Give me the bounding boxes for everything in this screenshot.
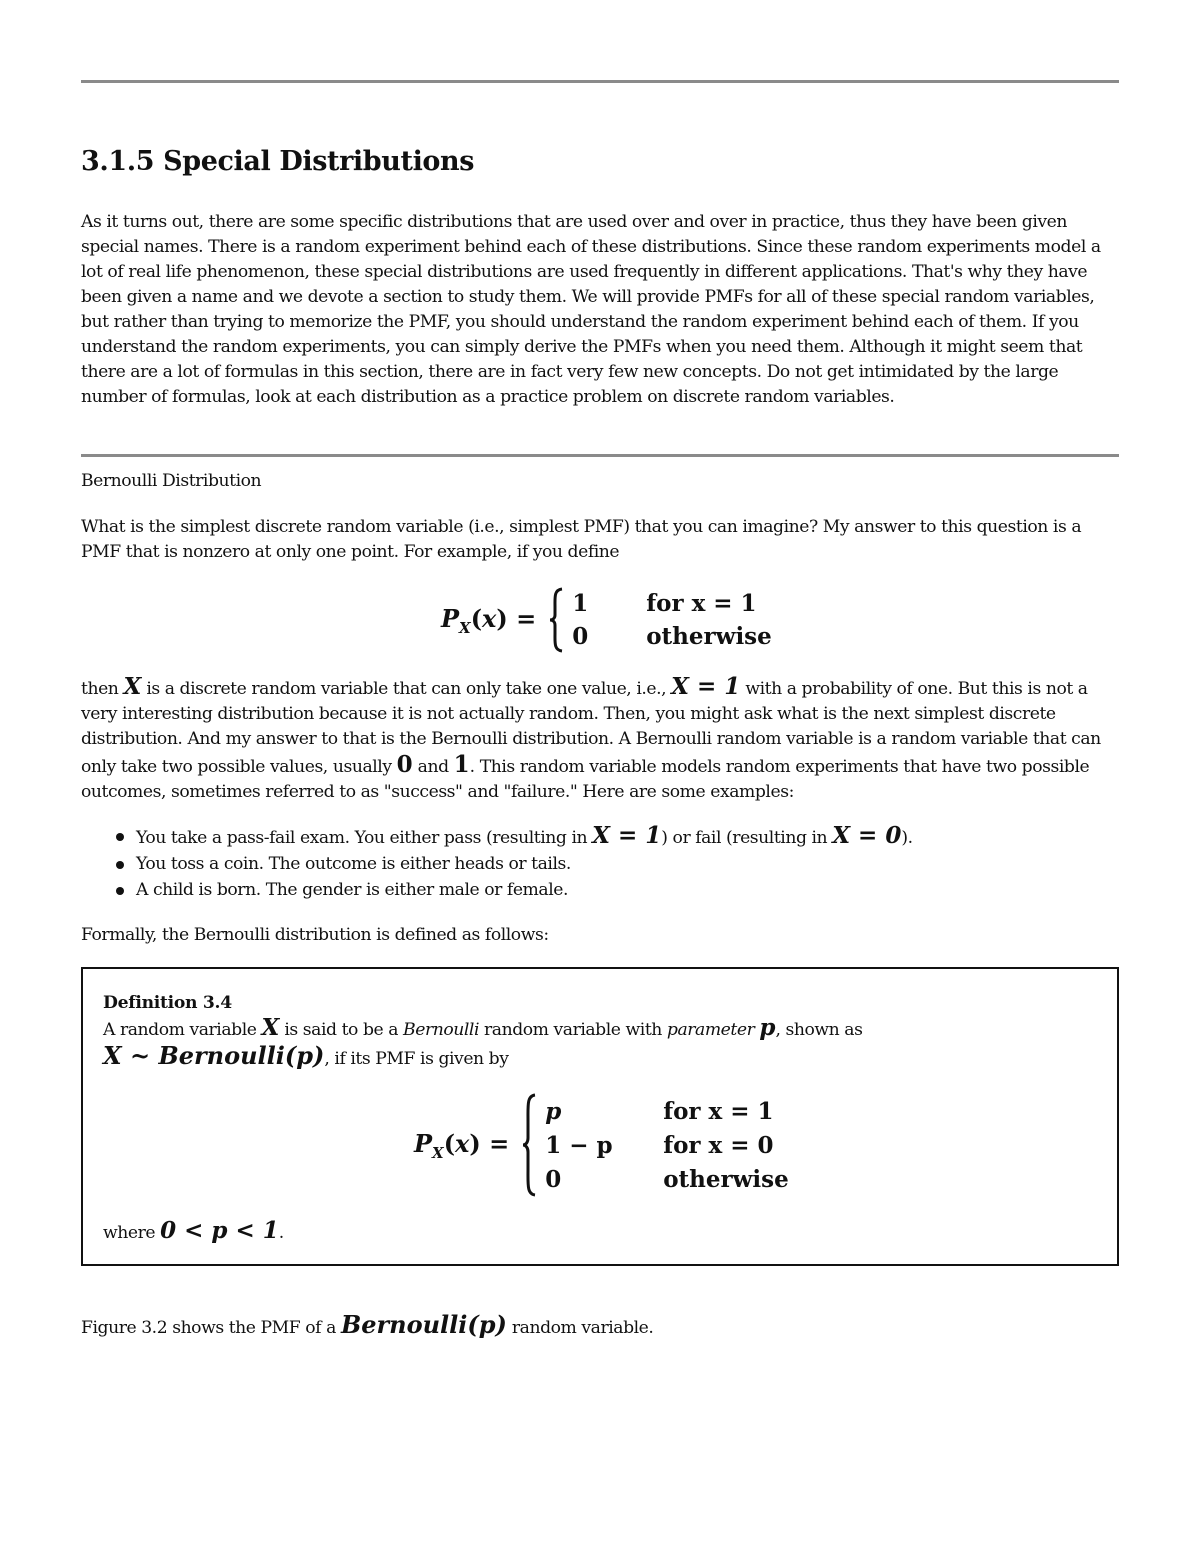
case-1-condition: for x = 1 bbox=[663, 1097, 774, 1125]
case-3-value: 0 bbox=[545, 1165, 562, 1193]
math-X-equals-1: X = 1 bbox=[671, 673, 741, 700]
case-3-condition: otherwise bbox=[663, 1165, 789, 1193]
case-2-value: 0 bbox=[572, 623, 589, 650]
definition-box bbox=[81, 967, 1119, 1266]
definition-line-1: A random variable X is said to be a Bernoulli random variable with parameter p, shown as bbox=[103, 1014, 863, 1041]
definition-title: Definition 3.4 bbox=[103, 993, 232, 1013]
section-divider bbox=[81, 454, 1119, 457]
math-bernoulli-p: Bernoulli(p) bbox=[340, 1310, 507, 1339]
case-2-value: 1 − p bbox=[545, 1131, 613, 1159]
left-brace-icon bbox=[521, 1093, 537, 1197]
equation-lhs: $P_X(x)$ = bbox=[414, 1128, 510, 1162]
formal-intro: Formally, the Bernoulli distribution is defined as follows: bbox=[81, 925, 549, 945]
math-X-equals-0: X = 0 bbox=[832, 822, 902, 849]
list-item: A child is born. The gender is either male or female. bbox=[136, 877, 913, 903]
section-title: 3.1.5 Special Distributions bbox=[81, 146, 475, 177]
intro-paragraph: As it turns out, there are some specific distributions that are used over and over in practice, thus they have been given special names. There is a random experiment behind each of these distributions. Since these random experiments model a lot of real life phenomenon, these special distributions are used frequently in different applications. That's why they have been given a name and we devote a section to study them. We will provide PMFs for all of these special random variables, but rather than trying to memorize the PMF, you should understand the random experiment behind each of them. If you understand the random experiments, you can simply derive the PMFs when you need them. Although it might seem that there are a lot of formulas in this section, there are in fact very few new concepts. Do not get intimidated by the large number of formulas, look at each distribution as a practice problem on discrete random variables. bbox=[81, 212, 1101, 407]
parameter-term: parameter bbox=[666, 1020, 755, 1040]
bernoulli-term: Bernoulli bbox=[403, 1020, 479, 1040]
bernoulli-heading: Bernoulli Distribution bbox=[81, 471, 262, 491]
bernoulli-question: What is the simplest discrete random variable (i.e., simplest PMF) that you can imagine? My answer to this question is a PMF that is nonzero at only one point. For example, if you define bbox=[81, 517, 1082, 562]
examples-list bbox=[81, 823, 913, 903]
case-2-condition: otherwise bbox=[646, 623, 772, 650]
pmf-equation-degenerate bbox=[441, 582, 772, 658]
equation-cases bbox=[545, 1098, 789, 1193]
definition-where: where 0 < p < 1. bbox=[103, 1217, 284, 1244]
list-item: You take a pass-fail exam. You either pass (resulting in X = 1) or fail (resulting in X = 0). bbox=[136, 822, 913, 849]
left-brace-icon bbox=[548, 587, 564, 653]
math-one: 1 bbox=[453, 751, 470, 778]
case-1-value: 1 bbox=[572, 590, 589, 617]
math-X-bernoulli: X ~ Bernoulli(p) bbox=[103, 1041, 325, 1070]
equation-cases bbox=[572, 590, 772, 650]
equation-lhs: $P_X(x)$ = bbox=[441, 603, 537, 637]
top-rule bbox=[81, 80, 1119, 83]
figure-reference: Figure 3.2 shows the PMF of a Bernoulli(p) random variable. bbox=[81, 1310, 654, 1339]
math-X: X bbox=[123, 673, 142, 700]
math-p: p bbox=[759, 1014, 776, 1041]
math-X: X bbox=[261, 1014, 280, 1041]
definition-line-2: X ~ Bernoulli(p), if its PMF is given by bbox=[103, 1041, 509, 1070]
case-1-value: p bbox=[545, 1097, 562, 1125]
math-zero: 0 bbox=[396, 751, 413, 778]
pmf-equation-bernoulli bbox=[414, 1092, 789, 1198]
case-1-condition: for x = 1 bbox=[646, 590, 757, 617]
bernoulli-explanation: then X is a discrete random variable that can only take one value, i.e., X = 1 with a probability of one. But this is not a very interesting distribution because it is not actually random. Then, you might ask what is the next simplest discrete distribution. And my answer to that is the Bernoulli distribution. A Bernoulli random variable is a random variable that can only take two possible values, usually 0 and 1. This random variable models random experiments that have two possible outcomes, sometimes referred to as "success" and "failure." Here are some examples: bbox=[81, 673, 1101, 802]
list-item: You toss a coin. The outcome is either heads or tails. bbox=[136, 851, 913, 877]
case-2-condition: for x = 0 bbox=[663, 1131, 774, 1159]
math-X-equals-1: X = 1 bbox=[592, 822, 662, 849]
math-p-range: 0 < p < 1 bbox=[160, 1217, 279, 1244]
